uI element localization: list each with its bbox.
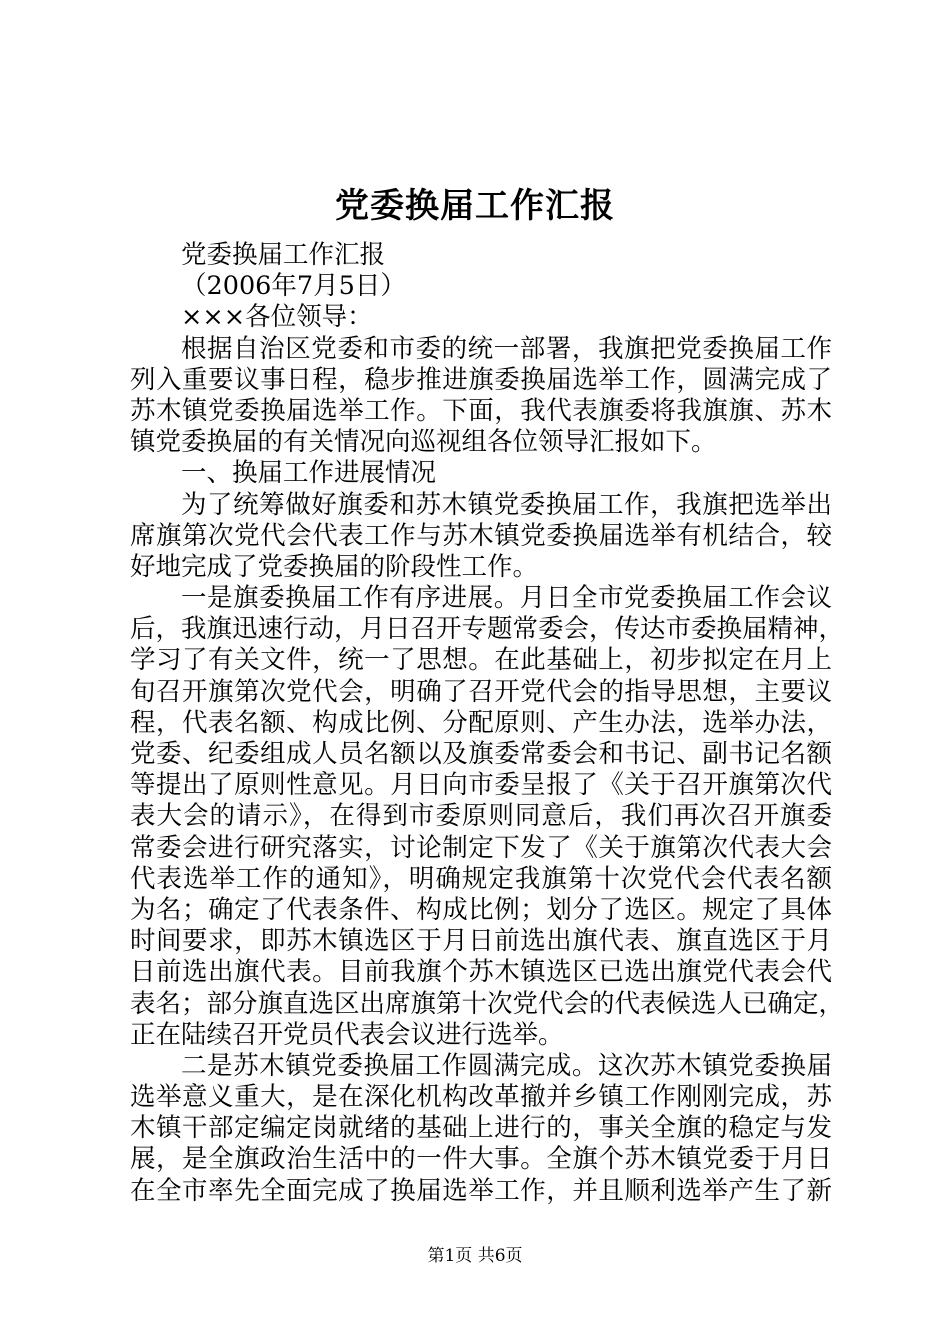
body-line: 为了统筹做好旗委和苏木镇党委换届工作，我旗把选举出	[181, 489, 832, 520]
body-line: 日前选出旗代表。目前我旗个苏木镇选区已选出旗党代表会代	[130, 957, 832, 988]
body-line: 表大会的请示》，在得到市委原则同意后，我们再次召开旗委	[130, 801, 832, 832]
document-body	[130, 240, 845, 1207]
body-line: 二是苏木镇党委换届工作圆满完成。这次苏木镇党委换届	[181, 1050, 832, 1081]
body-line: 表名；部分旗直选区出席旗第十次党代会的代表候选人已确定，	[130, 988, 845, 1019]
body-line: 在全市率先全面完成了换届选举工作，并且顺利选举产生了新	[130, 1175, 832, 1206]
body-line: 时间要求，即苏木镇选区于月日前选出旗代表、旗直选区于月	[130, 926, 832, 957]
body-line: 一、换届工作进展情况	[181, 458, 437, 489]
body-line: 选举意义重大，是在深化机构改革撤并乡镇工作刚刚完成，苏	[130, 1082, 832, 1113]
body-line: 一是旗委换届工作有序进展。月日全市党委换届工作会议	[181, 583, 832, 614]
body-line: 木镇干部定编定岗就绪的基础上进行的，事关全旗的稳定与发	[130, 1113, 832, 1144]
body-line: ×××各位领导：	[181, 302, 373, 333]
body-line: 展，是全旗政治生活中的一件大事。全旗个苏木镇党委于月日	[130, 1144, 832, 1175]
body-line: 列入重要议事日程，稳步推进旗委换届选举工作，圆满完成了	[130, 364, 832, 395]
body-line: （2006年7月5日）	[181, 271, 406, 302]
body-line: 苏木镇党委换届选举工作。下面，我代表旗委将我旗旗、苏木	[130, 395, 832, 426]
body-line: 等提出了原则性意见。月日向市委呈报了《关于召开旗第次代	[130, 770, 832, 801]
body-line: 根据自治区党委和市委的统一部署，我旗把党委换届工作	[181, 333, 832, 364]
page-footer: 第1页 共6页	[427, 1246, 523, 1266]
body-line: 后，我旗迅速行动，月日召开专题常委会，传达市委换届精神，	[130, 614, 845, 645]
body-line: 为名；确定了代表条件、构成比例；划分了选区。规定了具体	[130, 894, 832, 925]
body-line: 代表选举工作的通知》，明确规定我旗第十次党代会代表名额	[130, 863, 832, 894]
body-line: 党委换届工作汇报	[181, 240, 386, 270]
document-title: 党委换届工作汇报	[335, 186, 615, 226]
body-line: 常委会进行研究落实，讨论制定下发了《关于旗第次代表大会	[130, 832, 832, 863]
body-line: 好地完成了党委换届的阶段性工作。	[130, 551, 539, 582]
body-line: 程，代表名额、构成比例、分配原则、产生办法，选举办法，	[130, 707, 832, 738]
body-line: 镇党委换届的有关情况向巡视组各位领导汇报如下。	[130, 427, 717, 458]
body-line: 正在陆续召开党员代表会议进行选举。	[130, 1019, 564, 1050]
body-line: 党委、纪委组成人员名额以及旗委常委会和书记、副书记名额	[130, 739, 832, 769]
body-line: 旬召开旗第次党代会，明确了召开党代会的指导思想，主要议	[130, 676, 832, 707]
body-line: 席旗第次党代会代表工作与苏木镇党委换届选举有机结合，较	[130, 520, 832, 551]
body-line: 学习了有关文件，统一了思想。在此基础上，初步拟定在月上	[130, 645, 832, 676]
